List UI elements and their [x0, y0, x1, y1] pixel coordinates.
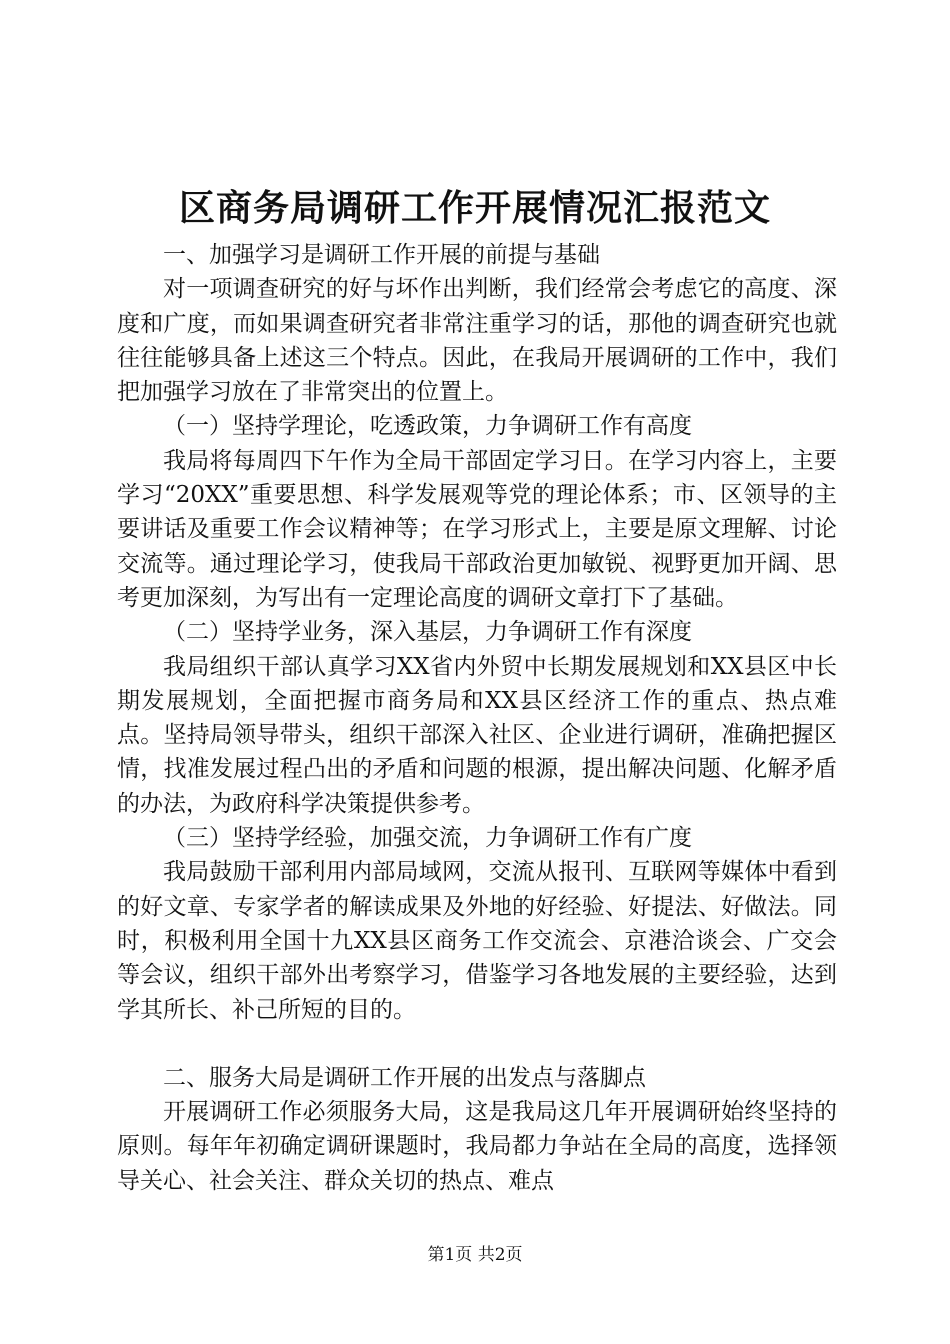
subsection-heading: （一）坚持学理论，吃透政策，力争调研工作有高度: [163, 413, 692, 440]
paragraph: 我局将每周四下午作为全局干部固定学习日。在学习内容上，主要学习“20XX”重要思想、科学发展观等党的理论体系；市、区领导的主要讲话及重要工作会议精神等；在学习形式上，主要是原文理解、讨论交流等。通过理论学习，使我局干部政治更加敏锐、视野更加开阔、思考更加深刻，为写出有一定理论高度的调研文章打下了基础。: [117, 447, 837, 611]
subsection-heading: （三）坚持学经验，加强交流，力争调研工作有广度: [163, 825, 692, 852]
document-title: 区商务局调研工作开展情况汇报范文: [178, 187, 771, 229]
section-heading-2: 二、服务大局是调研工作开展的出发点与落脚点: [163, 1064, 646, 1091]
paragraph: 开展调研工作必须服务大局，这是我局这几年开展调研始终坚持的原则。每年年初确定调研课题时，我局都力争站在全局的高度，选择领导关心、社会关注、群众关切的热点、难点: [117, 1099, 837, 1194]
paragraph: 我局鼓励干部利用内部局域网，交流从报刊、互联网等媒体中看到的好文章、专家学者的解读成果及外地的好经验、好提法、好做法。同时，积极利用全国十九XX县区商务工作交流会、京港洽谈会、广交会等会议，组织干部外出考察学习，借鉴学习各地发展的主要经验，达到学其所长、补己所短的目的。: [117, 859, 837, 1023]
page-number-footer: 第1页 共2页: [427, 1245, 523, 1265]
section-heading-1: 一、加强学习是调研工作开展的前提与基础: [163, 242, 600, 268]
document-body: [117, 238, 837, 1198]
blank-line: [117, 1027, 837, 1061]
subsection-heading: （二）坚持学业务，深入基层，力争调研工作有深度: [163, 619, 692, 646]
paragraph: 我局组织干部认真学习XX省内外贸中长期发展规划和XX县区中长期发展规划，全面把握市商务局和XX县区经济工作的重点、热点难点。坚持局领导带头，组织干部深入社区、企业进行调研，准确把握区情，找准发展过程凸出的矛盾和问题的根源，提出解决问题、化解矛盾的办法，为政府科学决策提供参考。: [117, 653, 837, 817]
paragraph: 对一项调查研究的好与坏作出判断，我们经常会考虑它的高度、深度和广度，而如果调查研究者非常注重学习的话，那他的调查研究也就往往能够具备上述这三个特点。因此，在我局开展调研的工作中，我们把加强学习放在了非常突出的位置上。: [117, 276, 837, 406]
